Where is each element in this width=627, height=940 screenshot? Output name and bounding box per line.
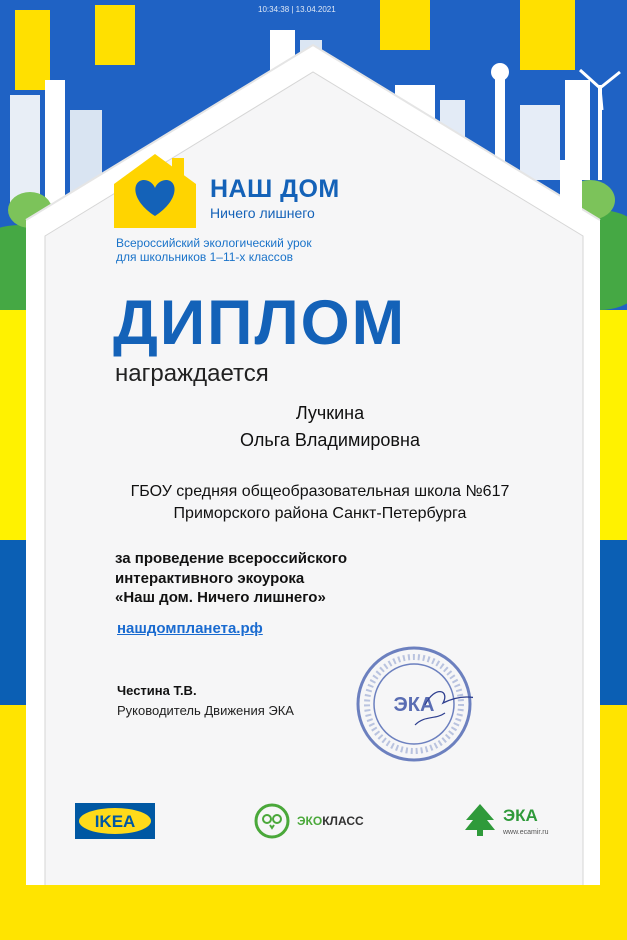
eka-website: www.ecamir.ru <box>503 829 549 836</box>
award-reason <box>115 549 347 608</box>
awarded-label: награждается <box>115 360 269 387</box>
ecoclass-eco: ЭКО <box>297 814 323 828</box>
recipient-surname: Лучкина <box>295 403 365 423</box>
eka-logo-text: ЭКА <box>503 806 538 825</box>
school-info <box>80 481 560 525</box>
eka-tree-logo-icon <box>462 802 498 838</box>
lesson-description <box>116 236 312 264</box>
ecoclass-rest: КЛАСС <box>322 814 364 828</box>
recipient-given-names: Ольга Владимировна <box>240 430 420 450</box>
logo-subtitle: Ничего лишнего <box>210 205 315 221</box>
timestamp: 10:34:38 | 13.04.2021 <box>258 5 336 14</box>
lesson-line-1: Всероссийский экологический урок <box>116 236 312 250</box>
reason-line-2: интерактивного экоурока <box>115 569 305 587</box>
school-line-2: Приморского района Санкт-Петербурга <box>173 505 467 522</box>
diploma-title: ДИПЛОМ <box>113 288 407 358</box>
ikea-logo-text: IKEA <box>94 812 136 831</box>
ikea-logo-icon <box>75 803 155 839</box>
website-link[interactable]: нашдомпланета.рф <box>117 620 263 637</box>
logo-title: НАШ ДОМ <box>210 175 340 203</box>
svg-text:ЭКА: ЭКА <box>393 694 435 716</box>
reason-line-1: за проведение всероссийского <box>115 550 347 567</box>
school-line-1: ГБОУ средняя общеобразовательная школа №617 <box>130 483 510 500</box>
reason-line-3: «Наш дом. Ничего лишнего» <box>115 589 326 606</box>
signer-name: Честина Т.В. <box>117 683 197 698</box>
recipient-name <box>140 400 520 454</box>
lesson-line-2: для школьников 1–11-х классов <box>116 250 293 264</box>
signer-role: Руководитель Движения ЭКА <box>117 703 294 718</box>
house-heart-logo-icon <box>110 152 200 232</box>
ecoclass-logo-text <box>297 814 364 828</box>
ecoclass-owl-icon <box>254 803 290 839</box>
official-stamp-icon <box>355 645 473 763</box>
